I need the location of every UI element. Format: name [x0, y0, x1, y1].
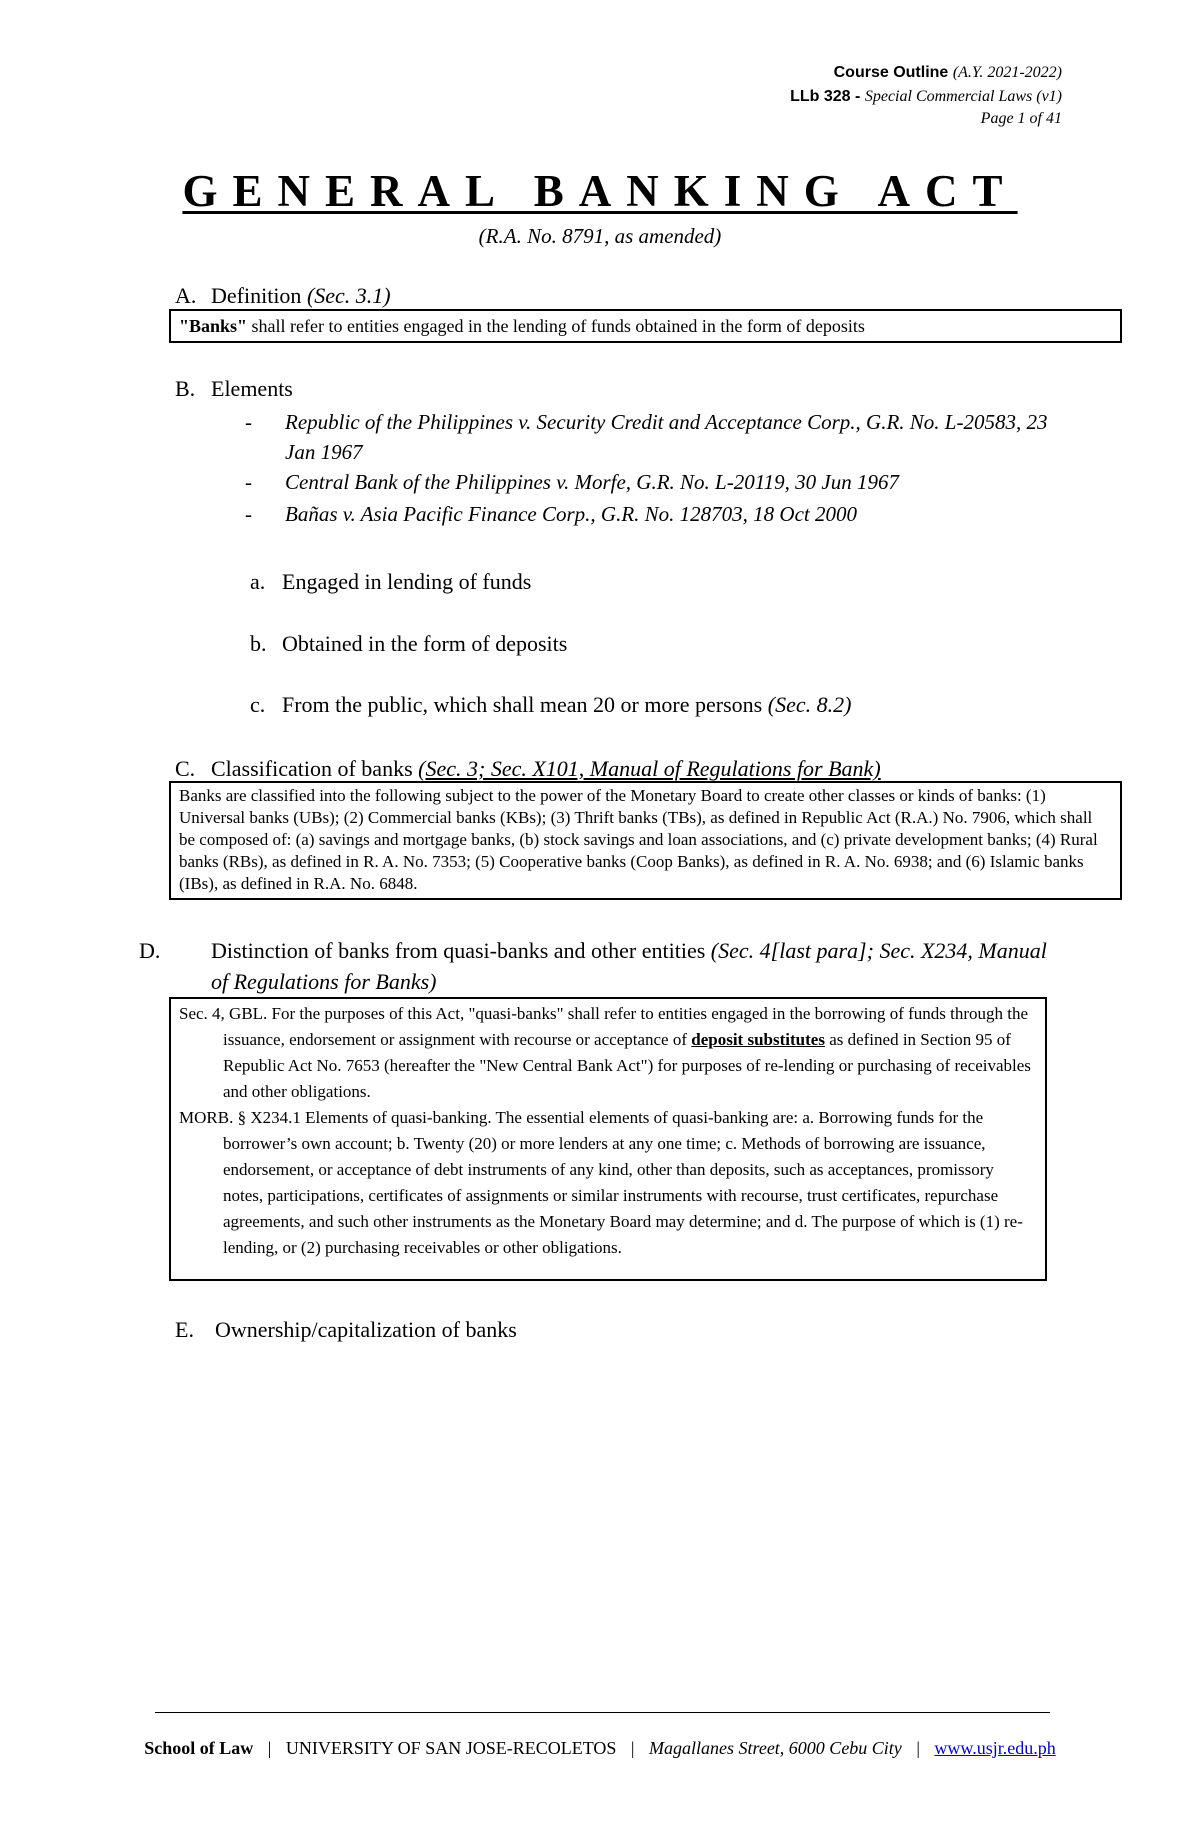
element-item-c — [250, 691, 851, 719]
morb-paragraph: MORB. § X234.1 Elements of quasi-banking. The essential elements of quasi-banking are: a. Borrowing funds for the borrower’s own account; b. Twenty (20) or more lenders at any one time; c. Methods of borrowing are issuance, endorsement, or acceptance of debt instruments of any kind, other than deposits, such as acceptances, promissory notes, participations, certificates of assignments or similar instruments with recourse, trust certificates, repurchase agreements, and such other instruments as the Monetary Board may determine; and d. The purpose of which is (1) re-lending, or (2) purchasing receivables or other obligations. — [179, 1108, 1023, 1257]
section-b-heading — [175, 375, 293, 403]
section-d-ref: (Sec. 4[last para]; Sec. X234, Manual of Regulations for Banks) — [211, 938, 1047, 994]
footer-separator: | — [916, 1738, 920, 1758]
gbl-text-pre: Sec. 4, GBL. For the purposes of this Act, "quasi-banks" shall refer to entities engaged in the borrowing of funds through the issuance, endorsement or assignment with recourse or acceptance of — [179, 1004, 1029, 1049]
section-c-title: Classification of banks — [211, 756, 419, 781]
case-citation: Bañas v. Asia Pacific Finance Corp., G.R. No. 128703, 18 Oct 2000 — [285, 502, 857, 526]
element-text: Obtained in the form of deposits — [282, 631, 568, 656]
section-c-label: C. — [175, 756, 196, 781]
header-course-line — [790, 60, 1062, 84]
footer-divider — [155, 1712, 1050, 1713]
section-a-label: A. — [175, 283, 197, 308]
header-course-label: Course Outline — [833, 64, 949, 81]
header-page-number: Page 1 of 41 — [980, 110, 1062, 127]
element-label: b. — [250, 631, 267, 656]
element-ref: (Sec. 8.2) — [767, 692, 852, 717]
section-a-title: Definition — [211, 283, 302, 308]
element-text: From the public, which shall mean 20 or more persons — [282, 692, 768, 717]
case-citation: Central Bank of the Philippines v. Morfe, G.R. No. L-20119, 30 Jun 1967 — [285, 470, 899, 494]
section-b-label: B. — [175, 376, 196, 401]
header-subject-name: Special Commercial Laws (v1) — [864, 88, 1062, 105]
element-label: c. — [250, 692, 266, 717]
element-text: Engaged in lending of funds — [282, 569, 532, 594]
element-label: a. — [250, 569, 266, 594]
section-d-heading — [139, 935, 1055, 997]
classification-text: Banks are classified into the following subject to the power of the Monetary Board to create other classes or kinds of banks: (1) Universal banks (UBs); (2) Commercial banks (KBs); (3) Thrift banks (TBs), as defined in Republic Act (R.A.) No. 7906, which shall be composed of: (a) savings and mortgage banks, (b) stock savings and loan associations, and (c) private development banks; (4) Rural banks (RBs), as defined in R. A. No. 7353; (5) Cooperative banks (Coop Banks), as defined in R. A. No. 6938; and (6) Islamic banks (IBs), as defined in R.A. No. 6848. — [179, 786, 1098, 893]
section-d-title: Distinction of banks from quasi-banks and other entities — [211, 938, 711, 963]
section-c-ref: (Sec. 3; Sec. X101, Manual of Regulations for Bank) — [418, 756, 881, 781]
element-item-b — [250, 630, 567, 658]
gbl-sec4-paragraph — [179, 1001, 1037, 1105]
footer-university: UNIVERSITY OF SAN JOSE-RECOLETOS — [285, 1738, 617, 1758]
case-item: - Central Bank of the Philippines v. Morfe, G.R. No. L-20119, 30 Jun 1967 — [245, 467, 1065, 497]
footer-school: School of Law — [144, 1738, 254, 1758]
page-footer — [0, 1738, 1200, 1759]
deposit-substitutes-term: deposit substitutes — [691, 1030, 825, 1049]
section-e-heading — [175, 1316, 517, 1344]
section-b-title: Elements — [211, 376, 293, 401]
header-subject-code: LLb 328 - — [790, 88, 861, 105]
header-subject-line — [790, 84, 1062, 108]
section-c-heading — [175, 755, 881, 783]
section-a-heading — [175, 282, 391, 310]
footer-website-link[interactable]: www.usjr.edu.ph — [934, 1738, 1056, 1758]
definition-box — [169, 309, 1122, 343]
gbl-text-post: as defined in Section 95 of Republic Act No. 7653 (hereafter the "New Central Bank Act") for purposes of re-lending or purchasing of receivables and other obligations. — [223, 1030, 1031, 1101]
footer-separator: | — [630, 1738, 635, 1758]
document-title: GENERAL BANKING ACT — [182, 166, 1018, 216]
case-citation: Republic of the Philippines v. Security Credit and Acceptance Corp., G.R. No. L-20583, 23 Jan 1967 — [285, 410, 1048, 464]
page-header — [790, 60, 1062, 130]
element-item-a — [250, 568, 531, 596]
definition-term: "Banks" — [179, 316, 248, 336]
document-subtitle: (R.A. No. 8791, as amended) — [478, 224, 722, 248]
section-d-label: D. — [139, 938, 161, 963]
header-academic-year: (A.Y. 2021-2022) — [952, 64, 1062, 81]
quasi-banks-box — [169, 997, 1047, 1281]
footer-address: Magallanes Street, 6000 Cebu City — [649, 1738, 902, 1758]
section-a-ref: (Sec. 3.1) — [306, 283, 391, 308]
definition-text: shall refer to entities engaged in the lending of funds obtained in the form of deposits — [247, 316, 865, 336]
classification-box — [169, 781, 1122, 900]
section-e-title: Ownership/capitalization of banks — [215, 1317, 517, 1342]
case-item: - Republic of the Philippines v. Security Credit and Acceptance Corp., G.R. No. L-20583, 23 Jan 1967 — [245, 407, 1065, 467]
section-e-label: E. — [175, 1317, 194, 1342]
footer-separator: | — [267, 1738, 272, 1758]
case-item: - Bañas v. Asia Pacific Finance Corp., G.R. No. 128703, 18 Oct 2000 — [245, 499, 1065, 529]
